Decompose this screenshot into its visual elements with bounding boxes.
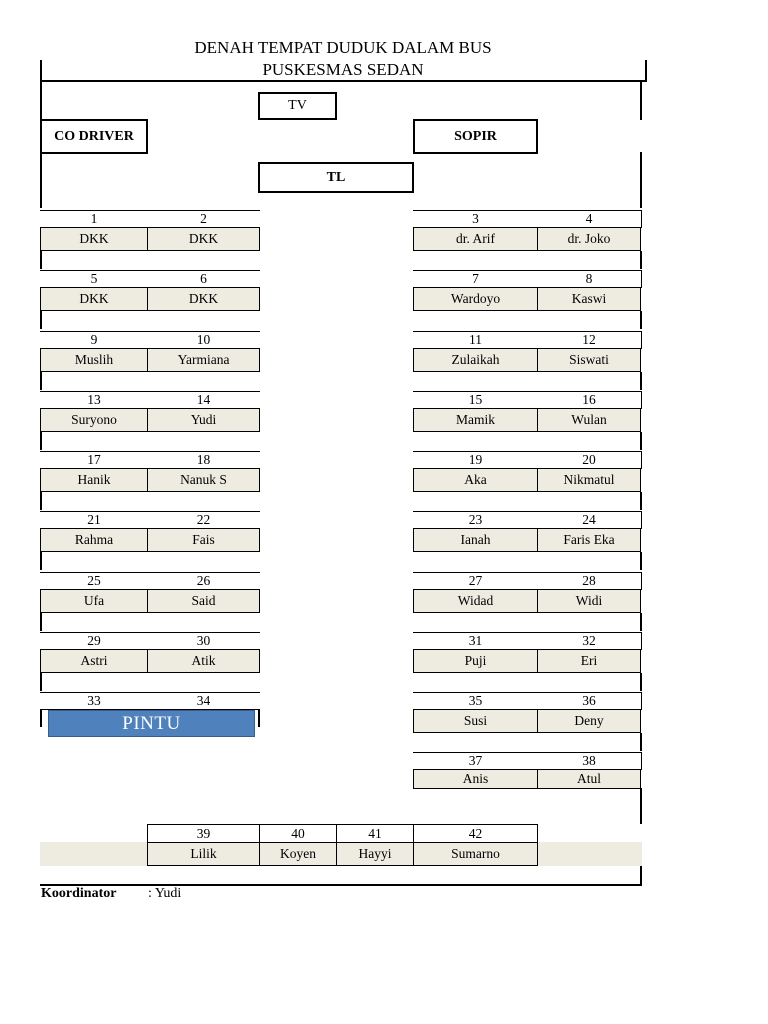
seat-number: 38 [537,753,641,769]
seat-name: Said [147,589,260,613]
seat-name: Wulan [537,408,641,432]
seat-name: DKK [147,287,260,311]
seat-name: Nanuk S [147,468,260,492]
seat-name: Mamik [413,408,538,432]
seat-name: Deny [537,709,641,733]
bus-right-wall-segment [640,673,642,691]
seat-number: 25 [40,573,148,589]
seat-number: 37 [413,753,538,769]
bus-left-wall-segment [40,251,42,269]
seat-name: DKK [147,227,260,251]
seat-name: dr. Arif [413,227,538,251]
seat-name: Zulaikah [413,348,538,372]
bus-right-wall-segment [640,251,642,269]
bus-right-wall-bottom [640,866,642,886]
seat-name: Susi [413,709,538,733]
seat-name: Widad [413,589,538,613]
seat-number: 4 [537,211,641,227]
seat-name: Siswati [537,348,641,372]
seat-number: 29 [40,633,148,649]
seat-name: Widi [537,589,641,613]
seat-number: 23 [413,512,538,528]
seat-number: 9 [40,332,148,348]
seat-number: 27 [413,573,538,589]
seat-number: 17 [40,452,148,468]
seat-name: Hanik [40,468,148,492]
seat-number: 12 [537,332,641,348]
seat-name: Anis [413,769,538,789]
door-pintu: PINTU [48,710,255,737]
bus-left-wall-segment [40,372,42,390]
seat-name: Eri [537,649,641,673]
seat-name: Wardoyo [413,287,538,311]
koordinator-label: Koordinator [41,886,117,901]
seat-name: Kaswi [537,287,641,311]
seat-name: Ianah [413,528,538,552]
seat-name: Ufa [40,589,148,613]
seat-number: 31 [413,633,538,649]
tl-box: TL [258,162,414,193]
seat-number: 35 [413,693,538,709]
seat-number: 21 [40,512,148,528]
bus-left-wall-segment [40,673,42,691]
seat-name: Aka [413,468,538,492]
seat-number: 3 [413,211,538,227]
seat-number: 41 [336,824,414,843]
seat-name: Suryono [40,408,148,432]
seat-number: 5 [40,271,148,287]
bus-right-wall-mid [640,152,642,208]
seat-name: Faris Eka [537,528,641,552]
seat-number: 42 [413,824,538,843]
seat-name: DKK [40,227,148,251]
seat-number: 32 [537,633,641,649]
seat-number: 22 [147,512,260,528]
seat-name: Lilik [147,842,260,866]
seat-name: Puji [413,649,538,673]
seat-number: 36 [537,693,641,709]
bus-right-wall-lower [640,788,642,824]
bus-top-edge [40,80,647,82]
bus-right-wall-segment [640,311,642,329]
seat-number: 19 [413,452,538,468]
seat-number: 39 [147,824,260,843]
page-title: DENAH TEMPAT DUDUK DALAM BUS [194,38,492,57]
seat-name: Yarmiana [147,348,260,372]
seat-number: 28 [537,573,641,589]
seat-number: 7 [413,271,538,287]
seat-name: Muslih [40,348,148,372]
bus-right-wall-top [640,82,642,120]
seat-number: 2 [147,211,260,227]
koordinator-value: : Yudi [148,886,182,901]
bus-left-wall-segment [258,709,260,727]
bus-left-wall-segment [40,311,42,329]
page-subtitle: PUSKESMAS SEDAN [262,60,424,79]
bus-left-wall-segment [40,492,42,510]
seat-name: dr. Joko [537,227,641,251]
seat-number: 30 [147,633,260,649]
bus-left-wall-segment [40,613,42,631]
seat-name: Nikmatul [537,468,641,492]
seat-number: 15 [413,392,538,408]
bus-left-wall-mid [40,152,42,208]
bus-right-wall-segment [640,492,642,510]
seat-number: 20 [537,452,641,468]
seat-name: Fais [147,528,260,552]
seat-name: Atik [147,649,260,673]
bus-left-wall-segment [40,432,42,450]
title-right-tick [645,60,647,82]
seat-number: 10 [147,332,260,348]
seat-number: 33 [40,693,148,709]
bus-left-wall-segment [40,552,42,570]
seat-number: 18 [147,452,260,468]
bus-left-wall-top [40,82,42,120]
bus-left-wall-segment [40,709,42,727]
seat-name: Yudi [147,408,260,432]
bus-right-wall-segment [640,613,642,631]
tv-box: TV [258,92,337,120]
seat-name: Astri [40,649,148,673]
seat-number: 24 [537,512,641,528]
seat-number: 1 [40,211,148,227]
title-left-tick [40,60,42,82]
bus-right-wall-segment [640,372,642,390]
seat-number: 40 [259,824,337,843]
seat-name: Atul [537,769,641,789]
seat-number: 8 [537,271,641,287]
bus-right-wall-segment [640,733,642,751]
co-driver-box: CO DRIVER [40,119,148,154]
seat-number: 26 [147,573,260,589]
sopir-box: SOPIR [413,119,538,154]
bus-right-wall-segment [640,552,642,570]
seat-number: 6 [147,271,260,287]
seat-number: 13 [40,392,148,408]
seat-name: Sumarno [413,842,538,866]
seat-name: Hayyi [336,842,414,866]
seat-name: DKK [40,287,148,311]
seat-number: 14 [147,392,260,408]
seat-name: Rahma [40,528,148,552]
seat-name: Koyen [259,842,337,866]
bus-right-wall-segment [640,432,642,450]
seat-number: 11 [413,332,538,348]
seat-number: 16 [537,392,641,408]
seat-number: 34 [147,693,260,709]
